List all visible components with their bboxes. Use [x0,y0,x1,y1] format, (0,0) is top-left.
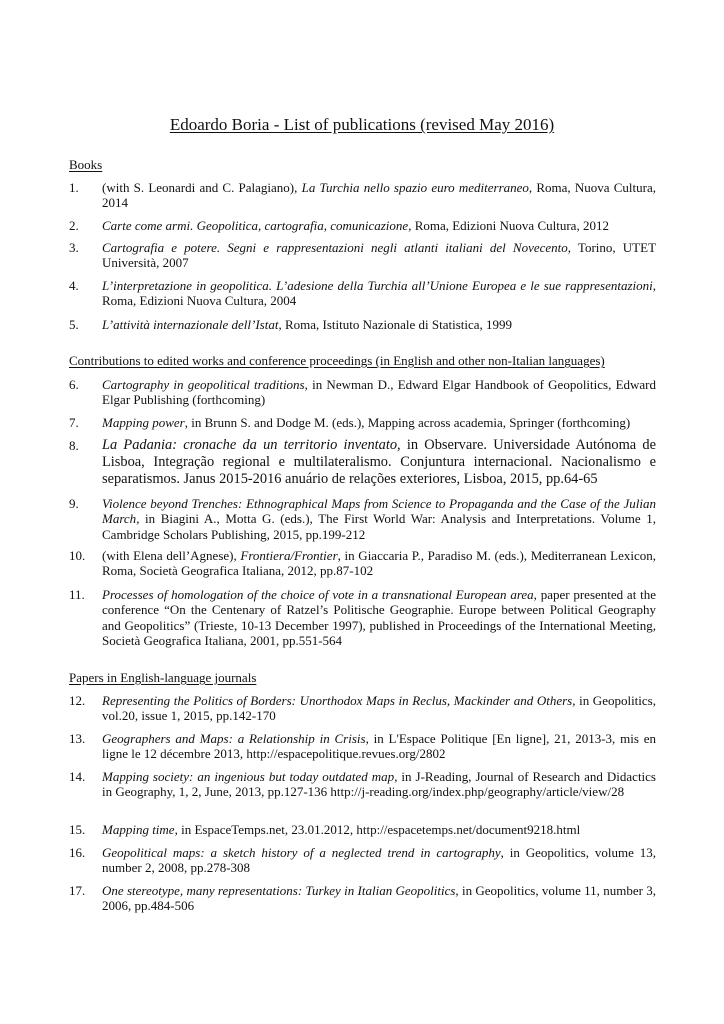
item-title: Cartografia e potere. Segni e rappresentazioni negli atlanti italiani del Novecento [102,240,568,255]
item-title: Processes of homologation of the choice of vote in a transnational European area [102,587,534,602]
item-prefix: (with Elena dell’Agnese), [102,548,241,563]
item-title: Cartography in geopolitical traditions [102,377,305,392]
item-number: 12. [69,693,86,708]
item-number: 14. [69,769,86,784]
item-number: 3. [69,240,79,255]
item-details: , in Biagini A., Motta G. (eds.), The First World War: Analysis and Interpretations. Volume 1, Cambridge Scholars Publishing, 2015, pp.199-212 [102,511,656,542]
list-item [69,218,656,233]
section-heading-papers: Papers in English-language journals [69,670,257,685]
item-details: , Roma, Edizioni Nuova Cultura, 2004 [102,278,656,309]
item-number: 17. [69,883,86,898]
item-prefix: (with S. Leonardi and C. Palagiano), [102,180,302,195]
item-details: , Torino, UTET Università, 2007 [102,240,657,271]
item-details: , in Giaccaria P., Paradiso M. (eds.), Mediterranean Lexicon, Roma, Società Geografica Italiana, 2012, pp.87-102 [102,548,656,579]
item-title: La Padania: cronache da un territorio inventato [102,437,398,453]
list-item [69,317,656,332]
list-item [69,496,656,542]
list-item [69,377,656,408]
item-details: , in Geopolitics, volume 13, number 2, 2008, pp.278-308 [102,845,656,876]
item-number: 9. [69,496,79,511]
item-title: La Turchia nello spazio euro mediterraneo [301,180,529,195]
item-number: 7. [69,415,79,430]
item-title: Carte come armi. Geopolitica, cartografia, comunicazione [102,218,409,233]
list-item [69,278,656,309]
section-heading-contributions: Contributions to edited works and conference proceedings (in English and other non-Italian languages) [69,353,605,368]
item-details: , in L'Espace Politique [En ligne], 21, 2013-3, mis en ligne le 12 décembre 2013, http://espacepolitique.revues.org/2802 [102,731,656,762]
item-title: Mapping power [102,415,185,430]
item-number: 5. [69,317,79,332]
list-item [69,883,656,914]
list-item [69,693,656,724]
item-title: Mapping time [102,822,175,837]
item-number: 16. [69,845,86,860]
section-heading-books: Books [69,157,103,172]
page-title: Edoardo Boria - List of publications (revised May 2016) [169,115,555,134]
item-details: , paper presented at the conference “On the Centenary of Ratzel’s Politische Geographie. Europe between Political Geography and Geopolitics” (Trieste, 10-13 December 1997), published in Proceedings of the International Meeting, Società Geografica Italiana, 2001, pp.551-564 [102,587,656,648]
item-details: , in Geopolitics, vol.20, issue 1, 2015, pp.142-170 [102,693,656,724]
list-item [69,845,656,876]
item-title: Mapping society: an ingenious but today outdated map [102,769,395,784]
item-details: , in J-Reading, Journal of Research and Didactics in Geography, 1, 2, June, 2013, pp.127-136 http://j-reading.org/index.php/geography/article/view/28 [102,769,656,800]
item-details: in Geopolitics, volume 11, number 3, 2006, pp.484-506 [102,883,656,914]
item-number: 13. [69,731,86,746]
item-number: 11. [69,587,85,602]
item-title: L’interpretazione in geopolitica. L’adesione della Turchia all’Unione Europea e le sue rappresentazioni [102,278,653,293]
item-details: , Roma, Nuova Cultura, 2014 [102,180,656,211]
item-details: , Roma, Istituto Nazionale di Statistica, 1999 [278,317,513,332]
item-number: 6. [69,377,79,392]
item-number: 8. [69,438,79,453]
list-item [69,548,656,579]
list-item [69,240,656,271]
list-item [69,587,656,648]
list-item [69,822,656,837]
list-item [69,415,656,430]
item-title: Geopolitical maps: a sketch history of a neglected trend in cartography [102,845,501,860]
item-number: 4. [69,278,79,293]
item-details: , in EspaceTemps.net, 23.01.2012, http://espacetemps.net/document9218.html [174,822,581,837]
item-number: 1. [69,180,79,195]
list-item [69,731,656,762]
item-number: 2. [69,218,79,233]
list-item [69,180,656,211]
list-item [69,769,656,800]
item-details: , in Newman D., Edward Elgar Handbook of Geopolitics, Edward Elgar Publishing (forthcoming) [102,377,656,408]
list-item [69,437,656,488]
item-title: Geographers and Maps: a Relationship in Crisis [102,731,366,746]
item-details: , in Brunn S. and Dodge M. (eds.), Mapping across academia, Springer (forthcoming) [184,415,631,430]
item-number: 10. [69,548,86,563]
item-title: L’attività internazionale dell’Istat [102,317,279,332]
item-title: One stereotype, many representations: Turkey in Italian Geopolitics, [102,883,459,898]
item-details: , in Observare. Universidade Autónoma de Lisboa, Integração regional e multilateralismo. Conjuntura internacional. Nacionalismo e separatismos. Janus 2015-2016 anuário de relações exteriores, Lisboa, 2015, pp.64-65 [102,437,656,487]
item-number: 15. [69,822,86,837]
item-title: Representing the Politics of Borders: Unorthodox Maps in Reclus, Mackinder and Others [102,693,573,708]
item-title: Violence beyond Trenches: Ethnographical Maps from Science to Propaganda and the Case of the Julian March [102,496,656,527]
item-details: , Roma, Edizioni Nuova Cultura, 2012 [408,218,609,233]
item-title: Frontiera/Frontier [240,548,338,563]
